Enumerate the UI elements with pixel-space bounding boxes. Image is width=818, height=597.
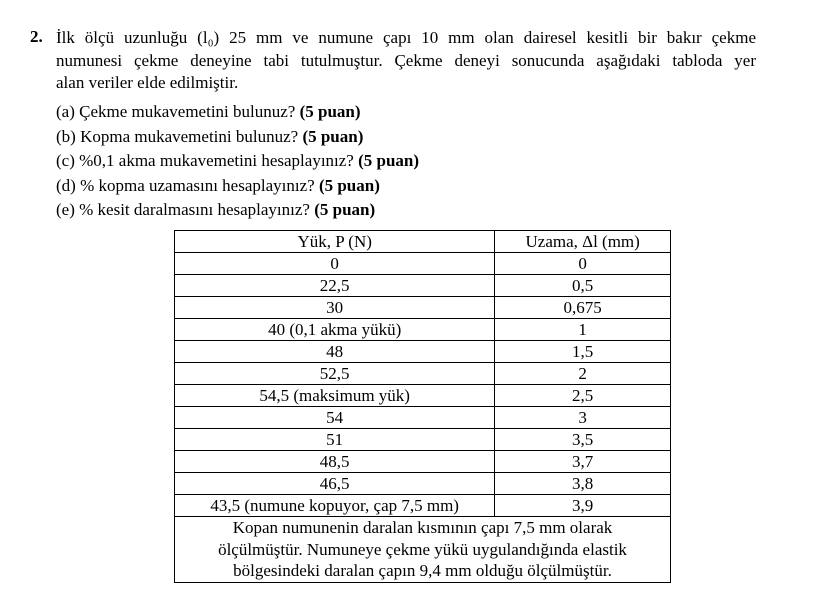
part-points: (5 puan)	[314, 200, 376, 219]
table-row	[175, 363, 671, 385]
elongation-cell: 0	[495, 253, 671, 275]
part-points: (5 puan)	[299, 102, 361, 121]
part-text: (d) % kopma uzamasını hesaplayınız?	[56, 175, 315, 195]
load-cell: 48	[175, 341, 495, 363]
elongation-cell: 0,675	[495, 297, 671, 319]
table-row	[175, 275, 671, 297]
question-intro	[56, 27, 756, 95]
part-points: (5 puan)	[318, 175, 380, 195]
load-cell: 30	[175, 297, 495, 319]
intro-line: İlk ölçü uzunluğu (l₀) 25 mm ve numune çapı 10 mm olan dairesel kesitli bir bakır çekme	[56, 28, 756, 47]
question-number: 2.	[30, 27, 43, 46]
load-cell: 40 (0,1 akma yükü)	[175, 319, 495, 341]
table-row	[175, 253, 671, 275]
elongation-cell: 3,8	[495, 473, 671, 495]
load-cell: 54,5 (maksimum yük)	[175, 385, 495, 407]
intro-line: alan veriler elde edilmiştir.	[56, 73, 239, 92]
table-note	[175, 517, 671, 583]
elongation-cell: 0,5	[495, 275, 671, 297]
test-data-table	[174, 230, 671, 583]
table-row	[175, 341, 671, 363]
question-part-c	[56, 149, 419, 174]
load-cell: 54	[175, 407, 495, 429]
header-load: Yük, P (N)	[175, 231, 495, 253]
question-parts	[56, 100, 419, 223]
table-row	[175, 429, 671, 451]
note-line: ölçülmüştür. Numuneye çekme yükü uygulandığında elastik	[218, 539, 627, 559]
note-line: bölgesindeki daralan çapın 9,4 mm olduğu ölçülmüştür.	[233, 561, 612, 580]
elongation-cell: 3,5	[495, 429, 671, 451]
load-cell: 43,5 (numune kopuyor, çap 7,5 mm)	[175, 495, 495, 517]
part-text: (a) Çekme mukavemetini bulunuz?	[56, 102, 296, 121]
elongation-cell: 3	[495, 407, 671, 429]
header-elongation: Uzama, Δl (mm)	[495, 231, 671, 253]
load-cell: 51	[175, 429, 495, 451]
part-text: (e) % kesit daralmasını hesaplayınız?	[56, 200, 310, 219]
table-row	[175, 407, 671, 429]
part-points: (5 puan)	[302, 126, 364, 146]
table-row	[175, 495, 671, 517]
table-row	[175, 473, 671, 495]
table-row	[175, 319, 671, 341]
load-cell: 0	[175, 253, 495, 275]
load-cell: 46,5	[175, 473, 495, 495]
elongation-cell: 2	[495, 363, 671, 385]
table-header-row	[175, 231, 671, 253]
table-row	[175, 451, 671, 473]
table-row	[175, 297, 671, 319]
table-row	[175, 385, 671, 407]
question-part-a	[56, 100, 419, 125]
part-text: (c) %0,1 akma mukavemetini hesaplayınız?	[56, 151, 354, 170]
part-points: (5 puan)	[358, 151, 420, 170]
question-part-e	[56, 198, 419, 223]
elongation-cell: 1,5	[495, 341, 671, 363]
table-note-row	[175, 517, 671, 583]
question-part-b	[56, 125, 419, 150]
load-cell: 22,5	[175, 275, 495, 297]
note-line: Kopan numunenin daralan kısmının çapı 7,5 mm olarak	[232, 518, 613, 537]
elongation-cell: 3,7	[495, 451, 671, 473]
load-cell: 52,5	[175, 363, 495, 385]
load-cell: 48,5	[175, 451, 495, 473]
part-text: (b) Kopma mukavemetini bulunuz?	[56, 126, 299, 146]
elongation-cell: 1	[495, 319, 671, 341]
elongation-cell: 3,9	[495, 495, 671, 517]
intro-line: numunesi çekme deneyine tabi tutulmuştur. Çekme deneyi sonucunda aşağıdaki tabloda yer	[56, 50, 756, 70]
elongation-cell: 2,5	[495, 385, 671, 407]
question-part-d	[56, 174, 419, 199]
